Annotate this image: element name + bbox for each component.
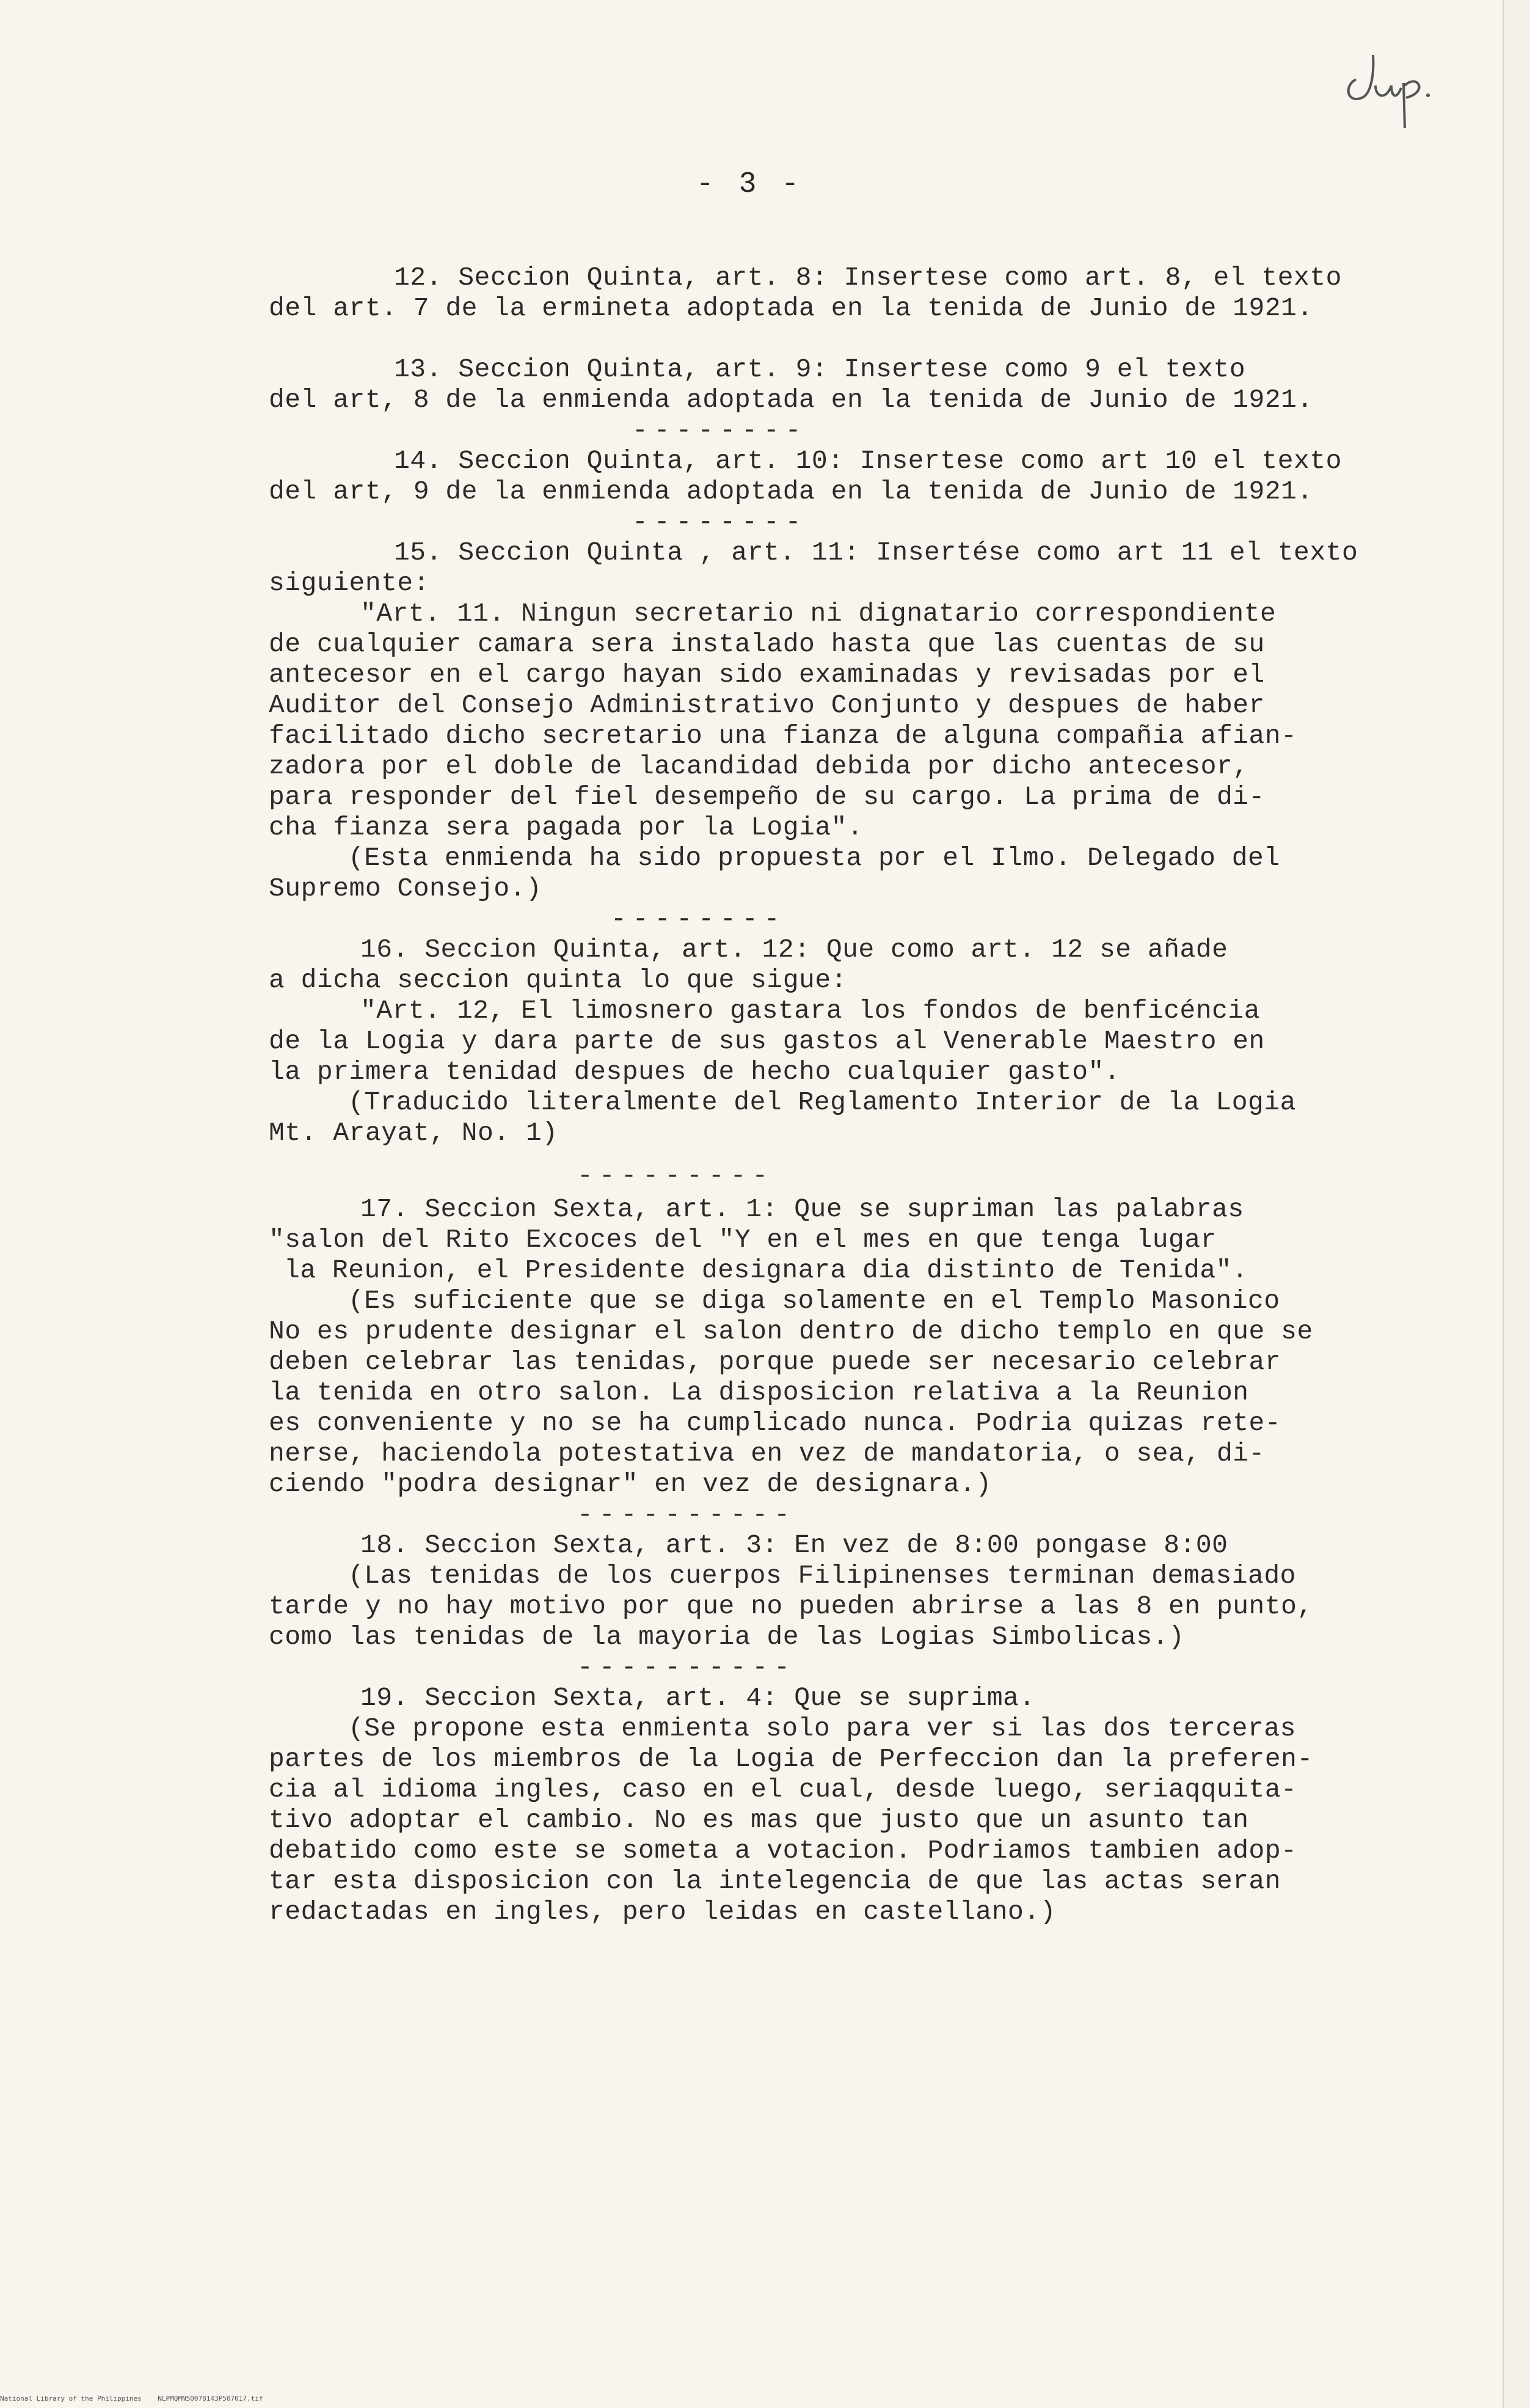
section-15-line-3: "Art. 11. Ningun secretario ni dignatario correspondiente bbox=[360, 599, 1277, 629]
section-19-line-2: (Se propone esta enmienta solo para ver si las dos terceras bbox=[348, 1713, 1296, 1743]
section-17-line-6: deben celebrar las tenidas, porque puede ser necesario celebrar bbox=[269, 1347, 1281, 1377]
section-17-line-5: No es prudente designar el salon dentro de dicho templo en que se bbox=[269, 1316, 1313, 1346]
section-14-line-1: 14. Seccion Quinta, art. 10: Insertese como art 10 el texto bbox=[394, 446, 1342, 476]
section-19-line-7: tar esta disposicion con la intelegencia de que las actas seran bbox=[269, 1866, 1281, 1896]
section-17-line-7: la tenida en otro salon. La disposicion relativa a la Reunion bbox=[269, 1377, 1249, 1407]
section-15-line-10: cha fianza sera pagada por la Logia". bbox=[269, 812, 864, 842]
section-16-line-1: 16. Seccion Quinta, art. 12: Que como art. 12 se añade bbox=[360, 935, 1228, 965]
separator: -------- bbox=[611, 904, 786, 934]
section-16-line-7: Mt. Arayat, No. 1) bbox=[269, 1118, 558, 1148]
section-15-line-2: siguiente: bbox=[269, 568, 430, 598]
section-12-line-1: 12. Seccion Quinta, art. 8: Insertese como art. 8, el texto bbox=[394, 263, 1342, 293]
section-17-line-9: nerse, haciendola potestativa en vez de mandatoria, o sea, di- bbox=[269, 1439, 1265, 1469]
section-17-line-2: "salon del Rito Excoces del "Y en el mes en que tenga lugar bbox=[269, 1225, 1217, 1255]
section-15-line-6: Auditor del Consejo Administrativo Conjunto y despues de haber bbox=[269, 690, 1265, 720]
section-15-line-7: facilitado dicho secretario una fianza de alguna compañia afian- bbox=[269, 721, 1297, 751]
section-15-line-9: para responder del fiel desempeño de su cargo. La prima de di- bbox=[269, 782, 1265, 812]
section-15-line-1: 15. Seccion Quinta , art. 11: Insertése como art 11 el texto bbox=[394, 538, 1358, 567]
section-12-line-2: del art. 7 de la ermineta adoptada en la tenida de Junio de 1921. bbox=[269, 293, 1313, 323]
section-14-line-2: del art, 9 de la enmienda adoptada en la tenida de Junio de 1921. bbox=[269, 476, 1313, 506]
scan-footer: National Library of the Philippines NLPMQMN50078143P507017.tif bbox=[0, 2395, 263, 2403]
section-19-line-3: partes de los miembros de la Logia de Perfeccion dan la preferen- bbox=[269, 1744, 1313, 1774]
section-18-line-1: 18. Seccion Sexta, art. 3: En vez de 8:00 pongase 8:00 bbox=[360, 1530, 1228, 1560]
section-16-line-4: de la Logia y dara parte de sus gastos al Venerable Maestro en bbox=[269, 1026, 1265, 1056]
section-17-line-1: 17. Seccion Sexta, art. 1: Que se supriman las palabras bbox=[360, 1194, 1244, 1224]
section-15-line-11: (Esta enmienda ha sido propuesta por el Ilmo. Delegado del bbox=[348, 843, 1280, 873]
separator: ---------- bbox=[577, 1652, 796, 1682]
section-19-line-5: tivo adoptar el cambio. No es mas que justo que un asunto tan bbox=[269, 1805, 1249, 1835]
section-16-line-6: (Traducido literalmente del Reglamento Interior de la Logia bbox=[348, 1087, 1296, 1117]
section-15-line-4: de cualquier camara sera instalado hasta que las cuentas de su bbox=[269, 629, 1265, 659]
section-17-line-3: la Reunion, el Presidente designara dia distinto de Tenida". bbox=[284, 1255, 1248, 1285]
handwritten-note bbox=[1338, 37, 1435, 153]
section-13-line-1: 13. Seccion Quinta, art. 9: Insertese como 9 el texto bbox=[394, 354, 1246, 384]
section-19-line-8: redactadas en ingles, pero leidas en castellano.) bbox=[269, 1897, 1056, 1927]
section-19-line-1: 19. Seccion Sexta, art. 4: Que se suprima. bbox=[360, 1683, 1035, 1713]
section-19-line-4: cia al idioma ingles, caso en el cual, desde luego, seriaqquita- bbox=[269, 1775, 1297, 1804]
section-17-line-8: es conveniente y no se ha cumplicado nunca. Podria quizas rete- bbox=[269, 1408, 1281, 1438]
section-16-line-2: a dicha seccion quinta lo que sigue: bbox=[269, 965, 847, 995]
section-18-line-3: tarde y no hay motivo por que no pueden abrirse a las 8 en punto, bbox=[269, 1591, 1313, 1621]
section-17-line-10: ciendo "podra designar" en vez de designara.) bbox=[269, 1469, 992, 1499]
section-19-line-6: debatido como este se someta a votacion. Podriamos tambien adop- bbox=[269, 1836, 1297, 1866]
separator: ---------- bbox=[577, 1500, 796, 1530]
separator: --------- bbox=[577, 1161, 774, 1191]
section-18-line-4: como las tenidas de la mayoria de las Logias Simbolicas.) bbox=[269, 1622, 1185, 1652]
separator: -------- bbox=[632, 507, 807, 537]
separator: -------- bbox=[632, 415, 807, 445]
section-16-line-5: la primera tenidad despues de hecho cualquier gasto". bbox=[269, 1057, 1121, 1087]
section-17-line-4: (Es suficiente que se diga solamente en el Templo Masonico bbox=[348, 1286, 1280, 1316]
section-18-line-2: (Las tenidas de los cuerpos Filipinenses terminan demasiado bbox=[348, 1561, 1296, 1591]
section-13-line-2: del art, 8 de la enmienda adoptada en la tenida de Junio de 1921. bbox=[269, 385, 1313, 415]
section-15-line-8: zadora por el doble de lacandidad debida por dicho antecesor, bbox=[269, 751, 1249, 781]
page-number: - 3 - bbox=[696, 168, 803, 201]
section-15-line-5: antecesor en el cargo hayan sido examinadas y revisadas por el bbox=[269, 660, 1265, 690]
section-15-line-12: Supremo Consejo.) bbox=[269, 874, 542, 903]
section-16-line-3: "Art. 12, El limosnero gastara los fondos de benficéncia bbox=[360, 996, 1261, 1026]
